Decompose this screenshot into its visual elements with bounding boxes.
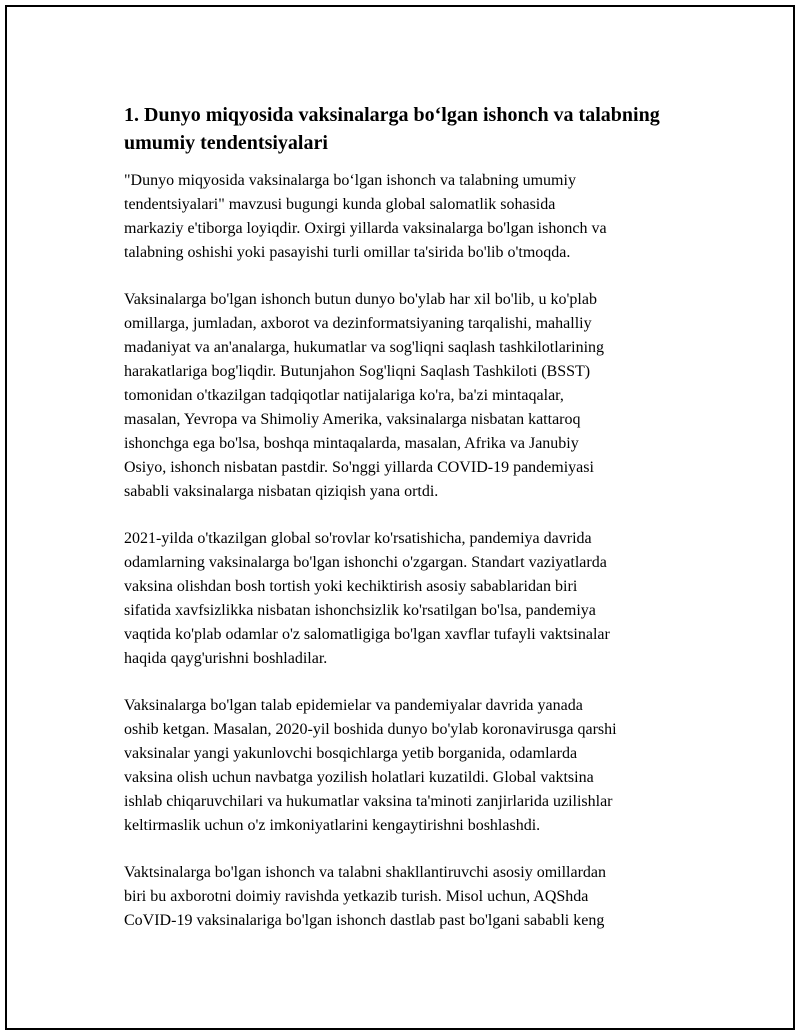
document-body xyxy=(124,101,694,956)
page-frame xyxy=(5,5,795,1030)
paragraph: Vaktsinalarga bo'lgan ishonch va talabni shakllantiruvchi asosiy omillardan biri bu axborotni doimiy ravishda yetkazib turish. Misol uchun, AQShda CoVID-19 vaksinalariga bo'lgan ishonch dastlab past bo'lgani sababli keng xyxy=(124,864,607,929)
paragraph: "Dunyo miqyosida vaksinalarga bo‘lgan ishonch va talabning umumiy tendentsiyalari" mavzusi bugungi kunda global salomatlik sohasida markaziy e'tiborga loyiqdir. Oxirgi yillarda vaksinalarga bo'lgan ishonch va talabning oshishi yoki pasayishi turli omillar ta'sirida bo'lib o'tmoqda. xyxy=(124,172,607,261)
section-heading: 1. Dunyo miqyosida vaksinalarga bo‘lgan ishonch va talabning umumiy tendentsiyalari xyxy=(124,104,660,154)
paragraph: Vaksinalarga bo'lgan talab epidemielar va pandemiyalar davrida yanada oshib ketgan. Masalan, 2020-yil boshida dunyo bo'ylab koronavirusga qarshi vaksinalar yangi yakunlovchi bosqichlarga yetib borganida, odamlarda vaksina olish uchun navbatga yozilish holatlari kuzatildi. Global vaktsina ishlab chiqaruvchilari va hukumatlar vaksina ta'minoti zanjirlarida uzilishlar keltirmaslik uchun o'z imkoniyatlarini kengaytirishni boshlashdi. xyxy=(124,697,617,834)
paragraph: Vaksinalarga bo'lgan ishonch butun dunyo bo'ylab har xil bo'lib, u ko'plab omillarga, jumladan, axborot va dezinformatsiyaning tarqalishi, mahalliy madaniyat va an'analarga, hukumatlar va sog'liqni saqlash tashkilotlarining harakatlariga bog'liqdir. Butunjahon Sog'liqni Saqlash Tashkiloti (BSST) tomonidan o'tkazilgan tadqiqotlar natijalariga ko'ra, ba'zi mintaqalar, masalan, Yevropa va Shimoliy Amerika, vaksinalarga nisbatan kattaroq ishonchga ega bo'lsa, boshqa mintaqalarda, masalan, Afrika va Janubiy Osiyo, ishonch nisbatan pastdir. So'nggi yillarda COVID-19 pandemiyasi sababli vaksinalarga nisbatan qiziqish yana ortdi. xyxy=(124,291,605,500)
paragraph: 2021-yilda o'tkazilgan global so'rovlar ko'rsatishicha, pandemiya davrida odamlarning vaksinalarga bo'lgan ishonchi o'zgargan. Standart vaziyatlarda vaksina olishdan bosh tortish yoki kechiktirish asosiy sabablaridan biri sifatida xavfsizlikka nisbatan ishonchsizlik ko'rsatilgan bo'lsa, pandemiya vaqtida ko'plab odamlar o'z salomatligiga bo'lgan xavflar tufayli vaktsinalar haqida qayg'urishni boshladilar. xyxy=(124,530,610,667)
